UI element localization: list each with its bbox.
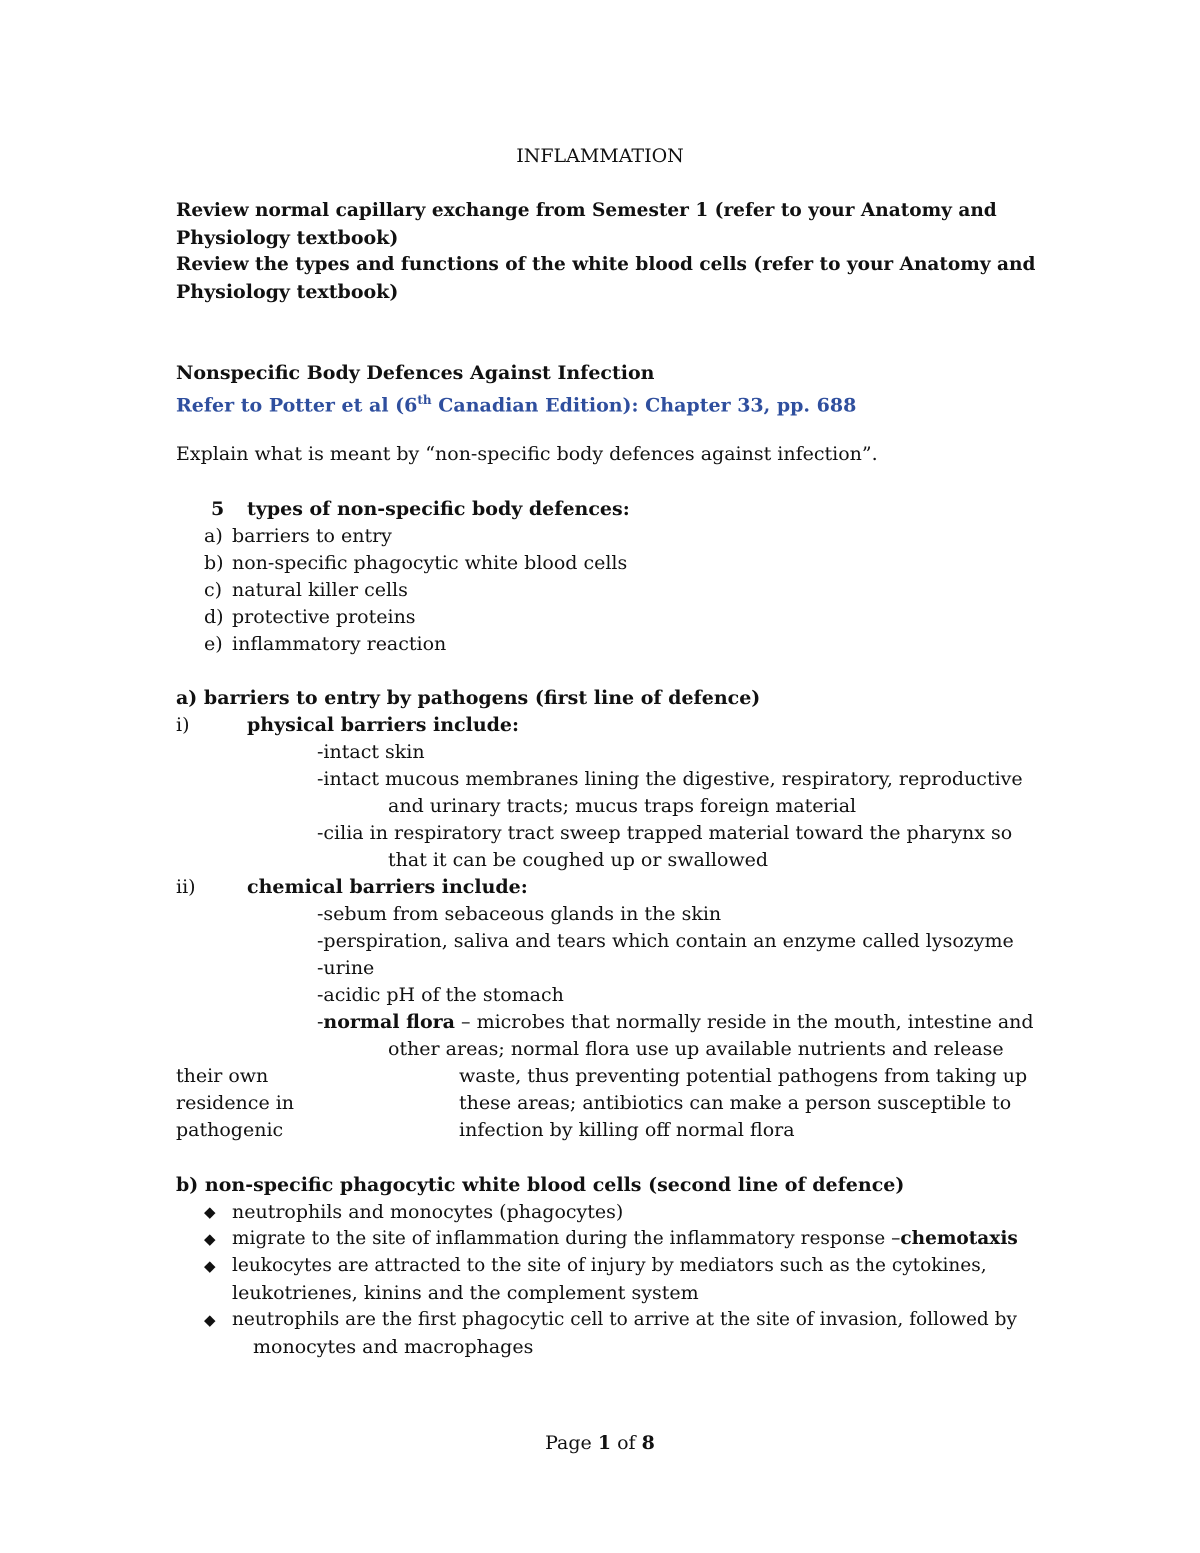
types-heading: types of non-specific body defences:	[247, 498, 630, 520]
footer-of-word: of	[611, 1432, 642, 1454]
types-item: natural killer cells	[232, 579, 408, 601]
chemical-line: -acidic pH of the stomach	[317, 984, 564, 1006]
flora-right-line: infection by killing off normal flora	[459, 1119, 795, 1141]
diamond-bullet-icon: ◆	[204, 1311, 216, 1329]
types-number: 5	[211, 498, 225, 520]
flora-text: – microbes that normally reside in the mouth, intestine and	[454, 1011, 1034, 1033]
bullet-item: leukocytes are attracted to the site of injury by mediators such as the cytokines,	[232, 1255, 987, 1276]
types-item: non-specific phagocytic white blood cells	[232, 552, 628, 574]
review-line-1b: Physiology textbook)	[176, 227, 399, 249]
reference-post: Canadian Edition): Chapter 33, pp. 688	[431, 394, 857, 417]
page-title: INFLAMMATION	[516, 145, 684, 167]
types-item: protective proteins	[232, 606, 416, 628]
types-letter: d)	[204, 606, 224, 628]
review-line-2a: Review the types and functions of the white blood cells (refer to your Anatomy and	[176, 254, 1036, 275]
review-line-2b: Physiology textbook)	[176, 281, 399, 303]
section-a-heading: a) barriers to entry by pathogens (first line of defence)	[176, 687, 761, 709]
types-letter: a)	[204, 525, 223, 547]
chemical-numeral: ii)	[176, 876, 196, 898]
flora-left-fragment: their own	[176, 1065, 269, 1087]
types-item: barriers to entry	[232, 525, 392, 547]
chemical-line: -urine	[317, 957, 375, 979]
physical-line: -cilia in respiratory tract sweep trapped material toward the pharynx so	[317, 822, 1013, 844]
page-footer	[0, 1431, 1200, 1455]
diamond-bullet-icon: ◆	[204, 1230, 216, 1248]
types-letter: c)	[204, 579, 223, 601]
physical-line: -intact mucous membranes lining the digestive, respiratory, reproductive	[317, 768, 1023, 790]
physical-numeral: i)	[176, 714, 190, 736]
footer-total-pages: 8	[641, 1432, 655, 1454]
physical-line: and urinary tracts; mucus traps foreign material	[388, 795, 857, 817]
bullet-continuation: monocytes and macrophages	[253, 1336, 534, 1358]
section-heading: Nonspecific Body Defences Against Infection	[176, 362, 655, 384]
bullet-text: migrate to the site of inflammation during the inflammatory response –	[232, 1228, 901, 1249]
chemical-line: -sebum from sebaceous glands in the skin	[317, 903, 722, 925]
chemotaxis-term: chemotaxis	[900, 1228, 1018, 1249]
flora-right-line: waste, thus preventing potential pathogens from taking up	[459, 1065, 1028, 1087]
reference-pre: Refer to Potter et al (6	[176, 394, 418, 417]
bullet-continuation: leukotrienes, kinins and the complement system	[232, 1282, 699, 1304]
section-b-heading: b) non-specific phagocytic white blood cells (second line of defence)	[176, 1174, 905, 1196]
review-line-1a: Review normal capillary exchange from Semester 1 (refer to your Anatomy and	[176, 200, 997, 221]
normal-flora-line	[317, 1010, 1034, 1034]
flora-dash: -	[317, 1011, 324, 1033]
reference-sup: th	[417, 393, 432, 407]
bullet-item: neutrophils are the first phagocytic cell to arrive at the site of invasion, followed by	[232, 1309, 1017, 1330]
physical-line: -intact skin	[317, 741, 425, 763]
reference-line	[176, 388, 856, 417]
types-letter: b)	[204, 552, 224, 574]
physical-heading: physical barriers include:	[247, 714, 520, 736]
bullet-item: neutrophils and monocytes (phagocytes)	[232, 1201, 624, 1223]
diamond-bullet-icon: ◆	[204, 1257, 216, 1275]
footer-page-number: 1	[597, 1432, 612, 1454]
flora-term: normal flora	[323, 1011, 455, 1033]
flora-left-fragment: residence in	[176, 1092, 295, 1114]
explain-prompt: Explain what is meant by “non-specific body defences against infection”.	[176, 443, 878, 465]
types-letter: e)	[204, 633, 223, 655]
diamond-bullet-icon: ◆	[204, 1203, 216, 1221]
bullet-item	[232, 1227, 1018, 1251]
footer-page-word: Page	[545, 1432, 598, 1454]
flora-continuation: other areas; normal flora use up available nutrients and release	[388, 1038, 1004, 1060]
flora-right-line: these areas; antibiotics can make a person susceptible to	[459, 1092, 1012, 1114]
physical-line: that it can be coughed up or swallowed	[388, 849, 769, 871]
chemical-line: -perspiration, saliva and tears which contain an enzyme called lysozyme	[317, 930, 1014, 952]
chemical-heading: chemical barriers include:	[247, 876, 528, 898]
flora-left-fragment: pathogenic	[176, 1119, 284, 1141]
types-item: inflammatory reaction	[232, 633, 447, 655]
